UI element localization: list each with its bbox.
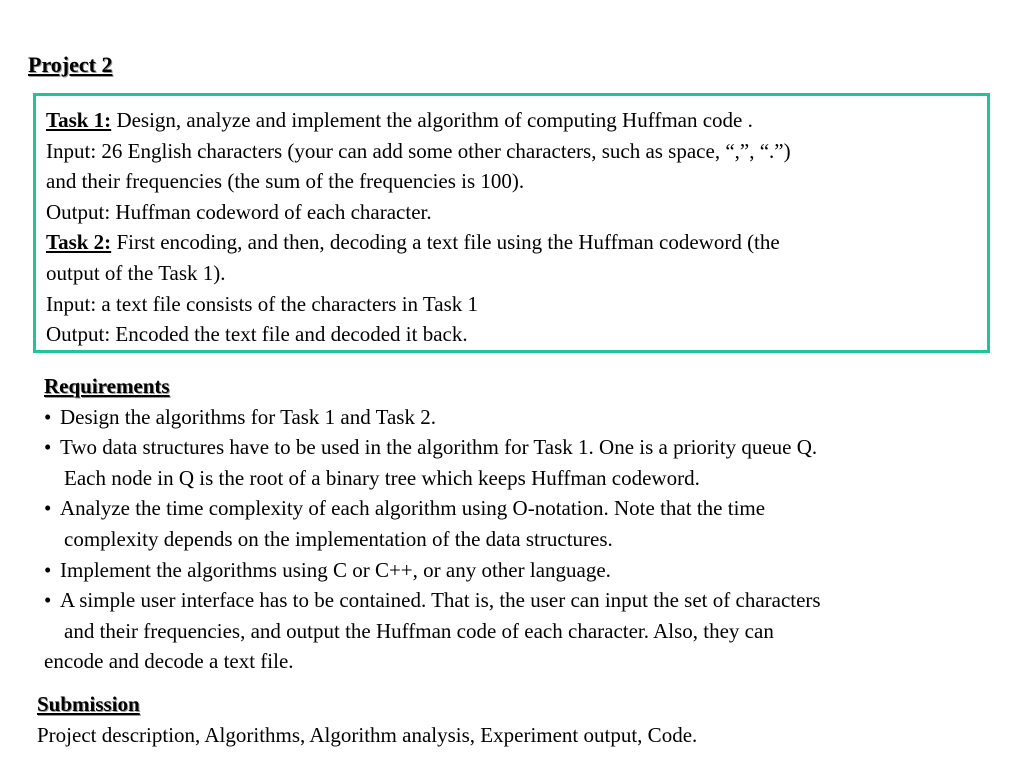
requirement-continuation: Each node in Q is the root of a binary tree which keeps Huffman codeword. — [64, 465, 700, 490]
task2-text-line1: First encoding, and then, decoding a text file using the Huffman codeword (the — [111, 230, 780, 255]
bullet-icon: • — [44, 588, 52, 613]
task2-input: Input: a text file consists of the characters in Task 1 — [46, 291, 479, 316]
bullet-icon: • — [44, 557, 52, 582]
task1-input-line1: Input: 26 English characters (your can add some other characters, such as space, “,”, “.”) — [46, 138, 791, 163]
task1-text: Design, analyze and implement the algorithm of computing Huffman code . — [111, 108, 753, 132]
task-box — [33, 93, 990, 353]
submission-section — [37, 689, 997, 750]
submission-text: Project description, Algorithms, Algorithm analysis, Experiment output, Code. — [37, 722, 698, 747]
requirement-item — [44, 402, 1004, 433]
requirement-item — [44, 585, 1004, 616]
requirement-item — [44, 432, 1004, 463]
task2-label: Task 2: — [46, 230, 112, 255]
bullet-icon: • — [44, 435, 52, 460]
requirements-heading: Requirements — [44, 374, 170, 398]
task2-line — [46, 227, 981, 258]
requirement-text: Implement the algorithms using C or C++, or any other language. — [60, 557, 611, 582]
task1-input-line2: and their frequencies (the sum of the frequencies is 100). — [46, 169, 525, 194]
task1-output: Output: Huffman codeword of each character. — [46, 199, 432, 224]
task1-line — [46, 105, 981, 136]
requirement-text: Two data structures have to be used in the algorithm for Task 1. One is a priority queue Q. — [60, 435, 818, 460]
requirement-text: Analyze the time complexity of each algorithm using O-notation. Note that the time — [60, 496, 766, 521]
requirement-item — [44, 493, 1004, 524]
task2-output: Output: Encoded the text file and decoded it back. — [46, 322, 468, 347]
slide-title: Project 2 — [28, 52, 113, 77]
task2-text-line2: output of the Task 1). — [46, 260, 226, 285]
requirement-continuation: encode and decode a text file. — [44, 649, 294, 674]
task-box-content — [46, 105, 981, 350]
requirement-text: A simple user interface has to be contained. That is, the user can input the set of characters — [60, 588, 821, 613]
bullet-icon: • — [44, 496, 52, 521]
requirement-text: Design the algorithms for Task 1 and Task 2. — [60, 404, 436, 429]
task1-label: Task 1: — [46, 108, 112, 132]
submission-heading: Submission — [37, 692, 140, 716]
bullet-icon: • — [44, 404, 52, 429]
requirement-continuation: complexity depends on the implementation of the data structures. — [64, 526, 613, 551]
requirement-item — [44, 555, 1004, 586]
requirement-continuation: and their frequencies, and output the Huffman code of each character. Also, they can — [64, 618, 774, 643]
requirements-section — [44, 371, 1004, 677]
